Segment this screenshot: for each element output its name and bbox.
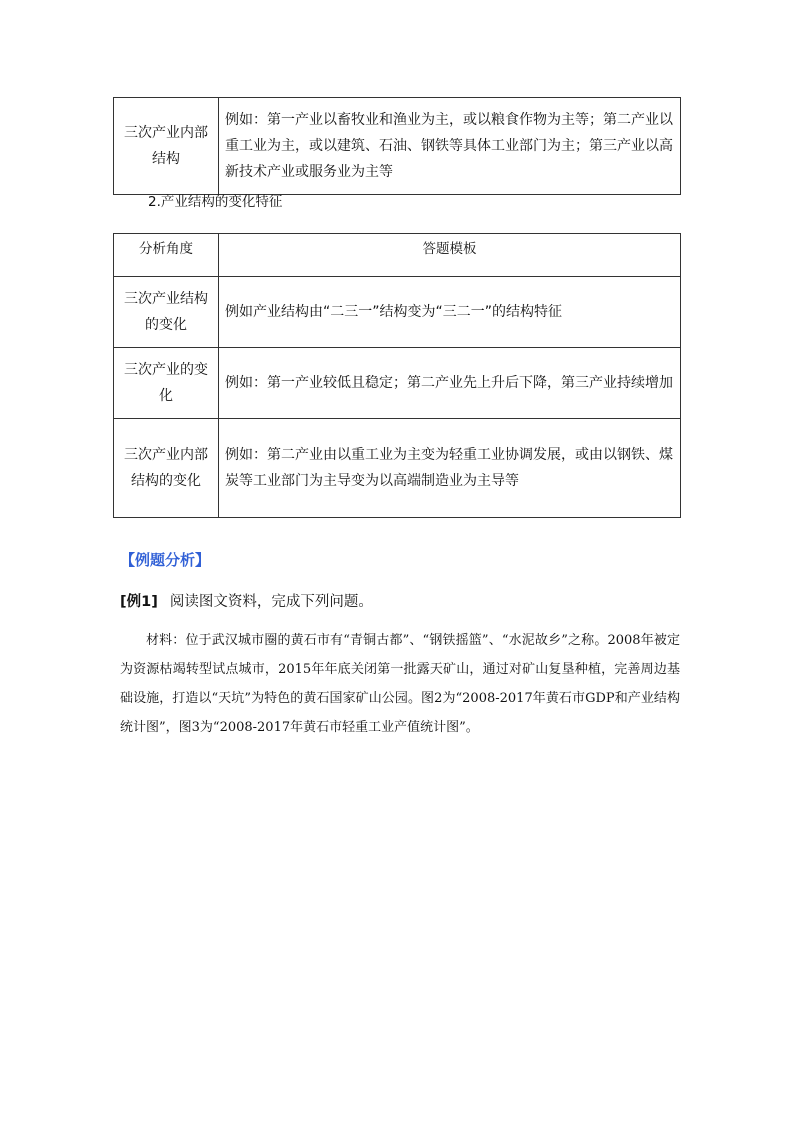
table-row [114, 277, 681, 348]
header-angle: 分析角度 [114, 234, 219, 277]
example-section-title: 【例题分析】 [120, 551, 211, 569]
row-label: 三次产业内部结构 [114, 98, 219, 195]
example-question [120, 590, 373, 611]
table-row [114, 98, 681, 195]
row-label: 三次产业结构的变化 [114, 277, 219, 348]
structure-change-table [113, 233, 681, 518]
section-heading: 2.产业结构的变化特征 [148, 194, 283, 210]
table-header-row [114, 234, 681, 277]
example-tag: [例1] [120, 594, 158, 610]
row-content: 例如：第一产业以畜牧业和渔业为主，或以粮食作物为主等；第二产业以重工业为主，或以建筑、石油、钢铁等具体工业部门为主；第三产业以高新技术产业或服务业为主等 [219, 98, 681, 195]
material-paragraph: 材料：位于武汉城市圈的黄石市有“青铜古都”、“钢铁摇篮”、“水泥故乡”之称。2008年被定为资源枯竭转型试点城市，2015年年底关闭第一批露天矿山，通过对矿山复垦种植，完善周边基础设施，打造以“天坑”为特色的黄石国家矿山公园。图2为“2008-2017年黄石市GDP和产业结构统计图”，图3为“2008-2017年黄石市轻重工业产值统计图”。 [120, 633, 680, 735]
table-row [114, 419, 681, 518]
table-row [114, 348, 681, 419]
row-content: 例如：第二产业由以重工业为主变为轻重工业协调发展，或由以钢铁、煤炭等工业部门为主导变为以高端制造业为主导等 [219, 419, 681, 518]
header-template: 答题模板 [219, 234, 681, 277]
row-content: 例如产业结构由“二三一”结构变为“三二一”的结构特征 [219, 277, 681, 348]
row-label: 三次产业的变化 [114, 348, 219, 419]
example-prompt: 阅读图文资料，完成下列问题。 [169, 594, 373, 610]
row-content: 例如：第一产业较低且稳定；第二产业先上升后下降，第三产业持续增加 [219, 348, 681, 419]
industry-structure-table [113, 97, 681, 195]
row-label: 三次产业内部结构的变化 [114, 419, 219, 518]
